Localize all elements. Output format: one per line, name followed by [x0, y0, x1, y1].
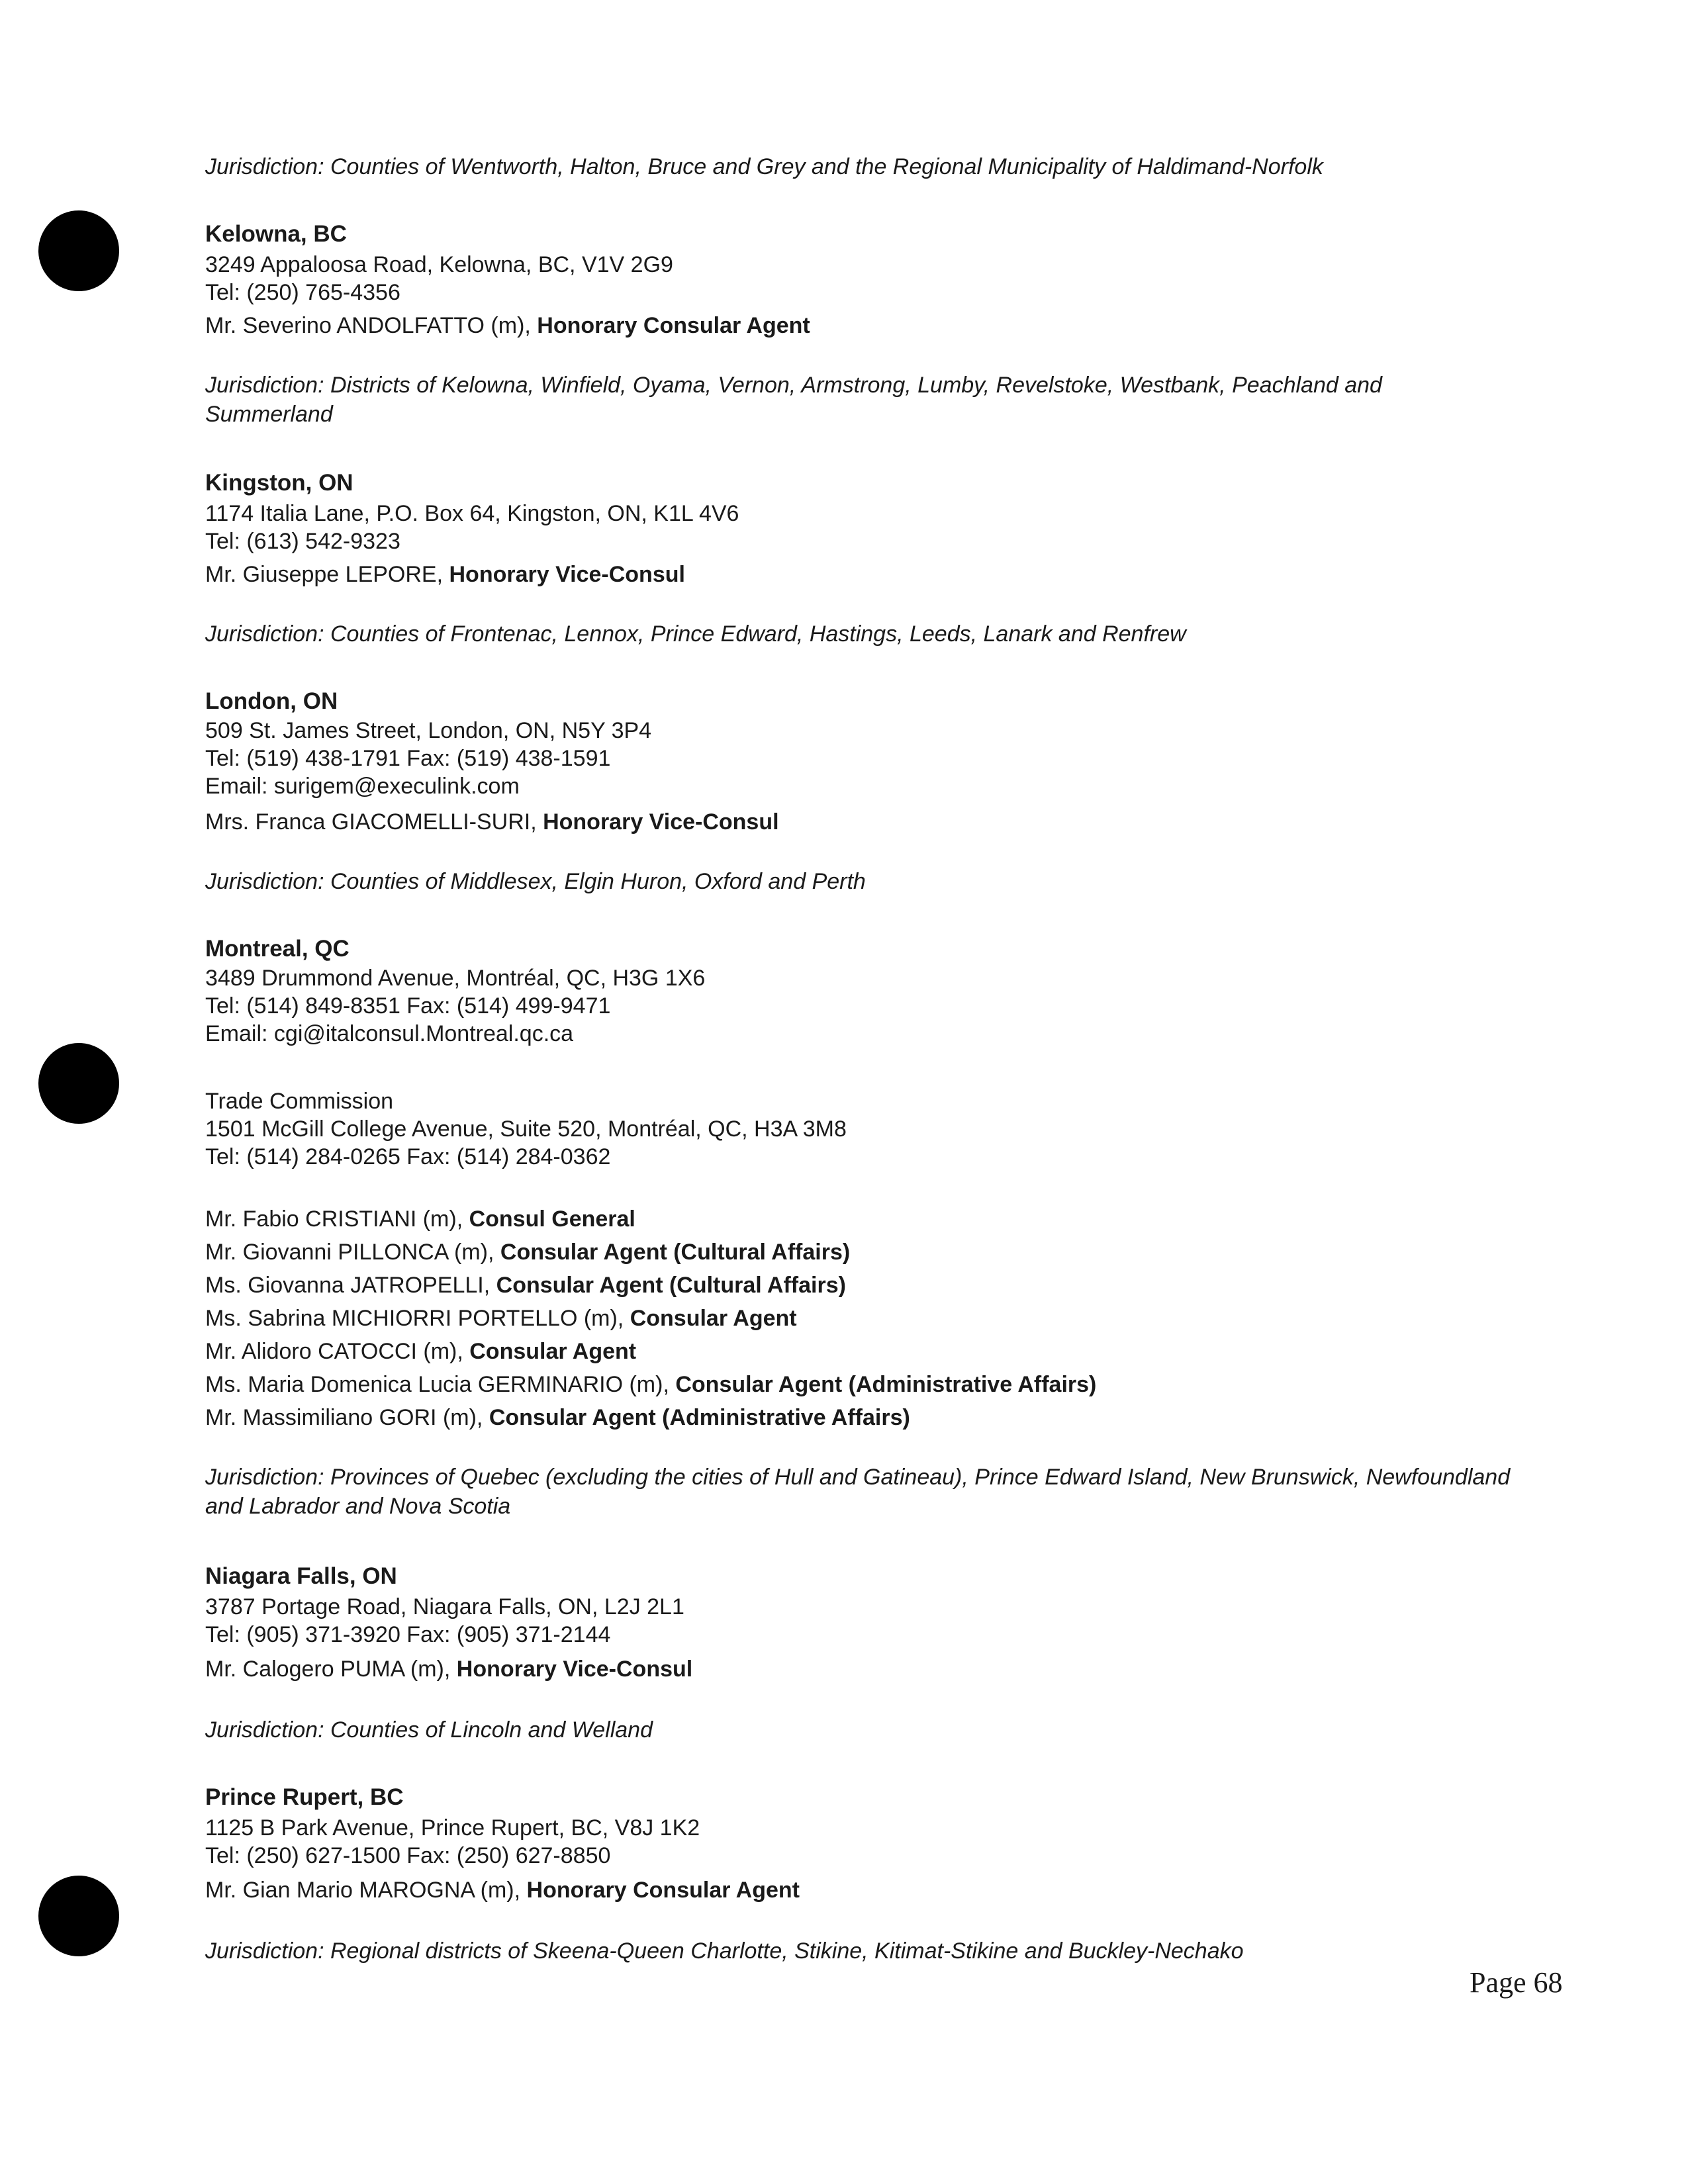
binder-hole	[38, 1043, 119, 1124]
office-heading: Niagara Falls, ON	[205, 1563, 397, 1589]
jurisdiction-prefix: Jurisdiction:	[205, 621, 324, 647]
jurisdiction-text: Counties of Wentworth, Halton, Bruce and Grey and the Regional Municipality of Haldimand-Norfolk	[330, 154, 1323, 179]
officer-name: Ms. Maria Domenica Lucia GERMINARIO (m),	[205, 1372, 669, 1397]
jurisdiction-line	[205, 867, 1516, 896]
office-address: 3249 Appaloosa Road, Kelowna, BC, V1V 2G9	[205, 252, 673, 277]
officer-title: Honorary Vice-Consul	[456, 1657, 693, 1682]
office-tel: Tel: (905) 371-3920 Fax: (905) 371-2144	[205, 1622, 611, 1647]
officer-name: Ms. Sabrina MICHIORRI PORTELLO (m),	[205, 1306, 624, 1331]
office-email: Email: surigem@execulink.com	[205, 774, 520, 799]
officer-line	[205, 1305, 797, 1332]
officer-title: Honorary Consular Agent	[526, 1878, 800, 1903]
jurisdiction-text: Counties of Lincoln and Welland	[330, 1717, 653, 1743]
jurisdiction-prefix: Jurisdiction:	[205, 1465, 324, 1490]
officer-line	[205, 1272, 846, 1298]
office-heading: Kelowna, BC	[205, 221, 347, 247]
officer-title: Honorary Vice-Consul	[449, 562, 685, 587]
jurisdiction-prefix: Jurisdiction:	[205, 154, 324, 179]
office-tel: Tel: (613) 542-9323	[205, 529, 400, 554]
officer-title: Consular Agent (Administrative Affairs)	[489, 1405, 910, 1430]
officer-line	[205, 809, 779, 835]
officer-title: Honorary Vice-Consul	[543, 809, 779, 835]
officer-line	[205, 1338, 636, 1365]
jurisdiction-text: Counties of Middlesex, Elgin Huron, Oxford and Perth	[330, 869, 866, 894]
office-heading: Kingston, ON	[205, 470, 353, 496]
officer-name: Ms. Giovanna JATROPELLI,	[205, 1273, 491, 1298]
jurisdiction-line	[205, 371, 1516, 429]
officer-line	[205, 1371, 1096, 1398]
officer-title: Consular Agent (Administrative Affairs)	[675, 1372, 1097, 1397]
office-address: 3489 Drummond Avenue, Montréal, QC, H3G 1X6	[205, 966, 706, 991]
binder-hole	[38, 1876, 119, 1956]
officer-title: Consul General	[469, 1206, 635, 1232]
office-tel: Tel: (250) 627-1500 Fax: (250) 627-8850	[205, 1843, 611, 1868]
officer-line	[205, 1656, 692, 1682]
office-address: 1174 Italia Lane, P.O. Box 64, Kingston, ON, K1L 4V6	[205, 501, 739, 526]
office-address: 3787 Portage Road, Niagara Falls, ON, L2J 2L1	[205, 1594, 684, 1619]
office-heading: Prince Rupert, BC	[205, 1784, 404, 1810]
officer-name: Mrs. Franca GIACOMELLI-SURI,	[205, 809, 537, 835]
trade-commission-label: Trade Commission	[205, 1089, 394, 1114]
jurisdiction-prefix: Jurisdiction:	[205, 1717, 324, 1743]
jurisdiction-prefix: Jurisdiction:	[205, 1938, 324, 1964]
jurisdiction-text: Counties of Frontenac, Lennox, Prince Edward, Hastings, Leeds, Lanark and Renfrew	[330, 621, 1186, 647]
officer-name: Mr. Massimiliano GORI (m),	[205, 1405, 483, 1430]
officer-line	[205, 1206, 635, 1232]
office-address: 509 St. James Street, London, ON, N5Y 3P4	[205, 718, 652, 743]
jurisdiction-line	[205, 619, 1516, 649]
officer-name: Mr. Fabio CRISTIANI (m),	[205, 1206, 463, 1232]
jurisdiction-line	[205, 1463, 1516, 1521]
officer-line	[205, 1877, 800, 1903]
office-address: 1125 B Park Avenue, Prince Rupert, BC, V8J 1K2	[205, 1815, 700, 1841]
jurisdiction-line	[205, 1715, 1516, 1745]
jurisdiction-text: Provinces of Quebec (excluding the cities of Hull and Gatineau), Prince Edward Island, New Brunswick, Newfoundland and Labrador and Nova Scotia	[205, 1465, 1511, 1519]
jurisdiction-prefix: Jurisdiction:	[205, 869, 324, 894]
office-heading: London, ON	[205, 688, 338, 714]
officer-line	[205, 1404, 910, 1431]
officer-name: Mr. Severino ANDOLFATTO (m),	[205, 313, 531, 338]
officer-name: Mr. Giovanni PILLONCA (m),	[205, 1240, 494, 1265]
officer-name: Mr. Calogero PUMA (m),	[205, 1657, 451, 1682]
jurisdiction-line	[205, 1936, 1516, 1966]
office-tel: Tel: (519) 438-1791 Fax: (519) 438-1591	[205, 746, 611, 771]
jurisdiction-line	[205, 152, 1516, 181]
office-tel: Tel: (250) 765-4356	[205, 280, 400, 305]
officer-name: Mr. Giuseppe LEPORE,	[205, 562, 444, 587]
officer-title: Consular Agent (Cultural Affairs)	[496, 1273, 846, 1298]
trade-commission-address: 1501 McGill College Avenue, Suite 520, Montréal, QC, H3A 3M8	[205, 1116, 847, 1142]
jurisdiction-prefix: Jurisdiction:	[205, 373, 324, 398]
jurisdiction-text: Districts of Kelowna, Winfield, Oyama, Vernon, Armstrong, Lumby, Revelstoke, Westbank, Peachland and Summerland	[205, 373, 1382, 427]
officer-title: Honorary Consular Agent	[537, 313, 810, 338]
officer-line	[205, 1239, 850, 1265]
officer-title: Consular Agent	[469, 1339, 637, 1364]
trade-commission-tel: Tel: (514) 284-0265 Fax: (514) 284-0362	[205, 1144, 611, 1169]
officer-title: Consular Agent	[630, 1306, 797, 1331]
office-email: Email: cgi@italconsul.Montreal.qc.ca	[205, 1021, 574, 1046]
office-tel: Tel: (514) 849-8351 Fax: (514) 499-9471	[205, 993, 611, 1019]
page-number: Page 68	[1470, 1966, 1563, 1999]
jurisdiction-text: Regional districts of Skeena-Queen Charlotte, Stikine, Kitimat-Stikine and Buckley-Nechako	[330, 1938, 1244, 1964]
officer-line	[205, 561, 685, 588]
office-heading: Montreal, QC	[205, 936, 350, 962]
officer-name: Mr. Gian Mario MAROGNA (m),	[205, 1878, 521, 1903]
binder-hole	[38, 210, 119, 291]
officer-title: Consular Agent (Cultural Affairs)	[500, 1240, 851, 1265]
officer-name: Mr. Alidoro CATOCCI (m),	[205, 1339, 463, 1364]
officer-line	[205, 312, 810, 339]
